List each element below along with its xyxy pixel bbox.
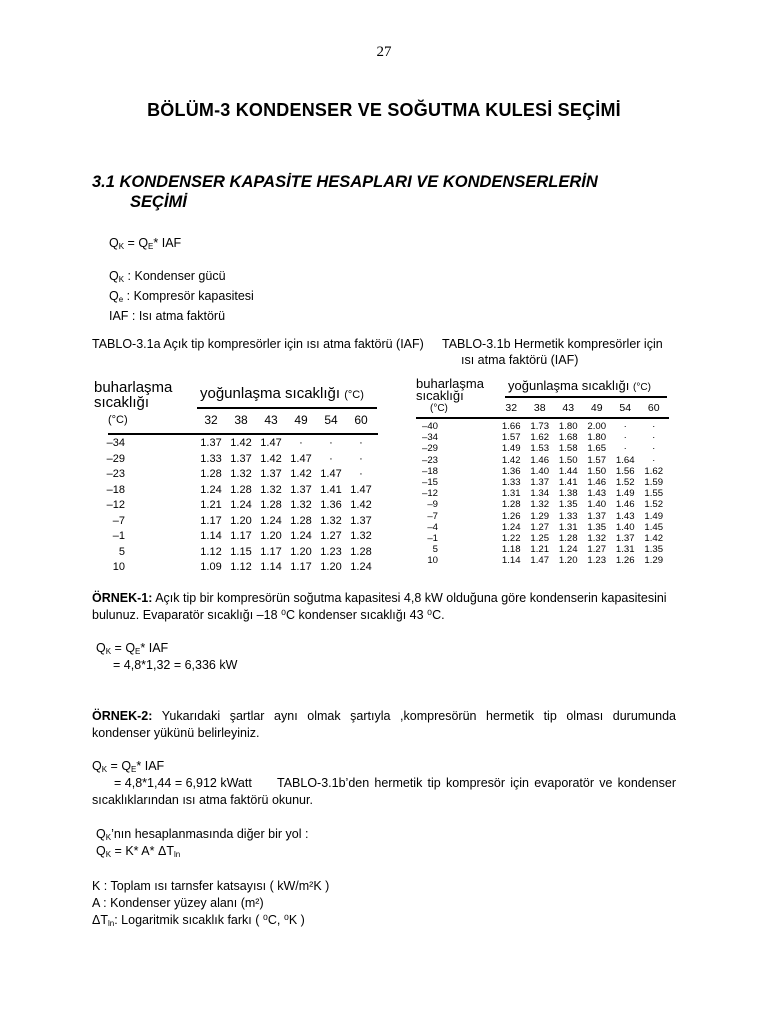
iaf-value-cell: 1.28 <box>290 514 312 527</box>
example-2-label: ÖRNEK-2: <box>92 709 153 723</box>
table-row <box>416 488 676 499</box>
table-b-cond-header <box>508 378 651 393</box>
iaf-value-cell: 1.24 <box>558 544 578 556</box>
iaf-value-cell: 1.24 <box>290 530 312 542</box>
iaf-value-cell: 1.17 <box>230 530 252 542</box>
iaf-value-cell: 1.80 <box>558 421 578 432</box>
formula-eq: = Q <box>111 641 136 655</box>
definition-iaf <box>109 308 254 325</box>
iaf-value-cell: 1.36 <box>501 465 521 477</box>
table-a-evap-header-2: sıcaklığı <box>94 394 150 411</box>
iaf-value-cell: 1.57 <box>501 432 521 444</box>
iaf-value-cell: 1.32 <box>260 483 282 496</box>
table-a-evap-unit: (°C) <box>108 414 128 426</box>
formula-q-sub: K <box>105 647 112 656</box>
evaporation-temp-cell: –15 <box>421 477 438 488</box>
iaf-value-cell: 1.24 <box>501 521 521 533</box>
definition-qe <box>109 288 254 308</box>
table-a-evap-header-1: buharlaşma <box>94 379 173 396</box>
table-b-column-header: 54 <box>619 402 632 414</box>
iaf-value-cell: 1.41 <box>558 477 578 488</box>
iaf-value-cell: 1.17 <box>290 561 312 573</box>
example-2-calc: = 4,8*1,44 = 6,912 kWatt <box>114 776 252 790</box>
iaf-value-cell: 1.36 <box>320 499 342 511</box>
section-heading-line1: 3.1 KONDENSER KAPASİTE HESAPLARI VE KONDENSERLERİN <box>92 173 598 191</box>
iaf-value-cell: 1.43 <box>615 510 635 522</box>
table-a-top-rule <box>108 433 378 435</box>
table-a-column-header: 60 <box>354 413 368 427</box>
table-a-column-header: 32 <box>204 413 218 427</box>
iaf-value-cell: · <box>652 454 656 466</box>
formula-q-sub: K <box>101 765 108 774</box>
iaf-value-cell: 1.40 <box>530 465 550 477</box>
table-b-caption-line1: TABLO-3.1b Hermetik kompresörler için <box>442 337 663 351</box>
iaf-value-cell: 1.17 <box>200 514 222 527</box>
iaf-value-cell: · <box>299 437 303 449</box>
iaf-value-cell: 1.47 <box>320 468 342 480</box>
iaf-value-cell: 1.35 <box>558 499 578 511</box>
iaf-value-cell: 1.27 <box>320 530 342 542</box>
table-row <box>94 484 384 500</box>
iaf-value-cell: 1.31 <box>615 544 635 556</box>
iaf-value-cell: 1.24 <box>350 561 372 573</box>
iaf-value-cell: 1.15 <box>230 545 252 558</box>
iaf-value-cell: 1.25 <box>530 533 550 544</box>
def-symbol-sub: K <box>118 275 125 284</box>
iaf-value-cell: 1.62 <box>530 432 550 444</box>
formula-rest: * IAF <box>140 641 169 655</box>
iaf-value-cell: 1.37 <box>615 533 635 544</box>
formula-qk-lhs-sub: K <box>118 242 125 251</box>
table-row <box>416 466 676 477</box>
iaf-value-cell: 1.47 <box>260 437 282 449</box>
alternative-formula-sub: ln <box>173 850 181 859</box>
iaf-value-cell: 1.62 <box>644 465 664 477</box>
table-a-column-header: 38 <box>234 413 248 427</box>
table-row <box>94 530 384 546</box>
iaf-value-cell: 1.40 <box>615 521 635 533</box>
formula-qk-eq-sub: E <box>148 242 154 251</box>
iaf-value-cell: 1.49 <box>615 488 635 500</box>
iaf-value-cell: 1.59 <box>644 477 664 488</box>
table-b-evap-header-1: buharlaşma <box>416 376 484 391</box>
definition-qk <box>109 268 254 288</box>
table-b-column-header: 32 <box>505 402 518 414</box>
table-row <box>94 453 384 469</box>
table-b-header-rule <box>505 396 667 398</box>
iaf-value-cell: 1.38 <box>558 488 578 500</box>
table-b-cond-unit: (°C) <box>633 382 651 393</box>
evaporation-temp-cell: –18 <box>421 465 438 477</box>
iaf-value-cell: 1.23 <box>320 545 342 558</box>
iaf-value-cell: 1.55 <box>644 488 664 500</box>
iaf-value-cell: 1.50 <box>587 465 607 477</box>
formula-q: Q <box>96 641 106 655</box>
table-row <box>94 437 384 453</box>
alternative-intro-text: ’nın hesaplanmasında diğer bir yol : <box>111 827 309 841</box>
iaf-value-cell: 1.65 <box>587 443 607 455</box>
table-b-top-rule <box>416 417 669 419</box>
iaf-value-cell: · <box>652 443 656 455</box>
evaporation-temp-cell: –40 <box>421 421 438 432</box>
iaf-value-cell: 1.44 <box>558 465 578 477</box>
formula-eq-sub: E <box>135 647 141 656</box>
evaporation-temp-cell: –34 <box>421 432 438 444</box>
section-heading-line2: SEÇİMİ <box>130 193 187 211</box>
table-b-evap-header-2: sıcaklığı <box>416 388 464 403</box>
delta-t-symbol: ΔT <box>92 913 108 927</box>
table-row <box>416 443 676 454</box>
def-symbol: IAF <box>109 309 129 323</box>
iaf-value-cell: 1.18 <box>501 544 521 556</box>
iaf-value-cell: 1.14 <box>200 530 222 542</box>
iaf-value-cell: 1.42 <box>501 454 521 466</box>
table-a-cond-header <box>200 385 364 402</box>
table-row <box>416 477 676 488</box>
page-number: 27 <box>376 44 392 60</box>
iaf-value-cell: 1.09 <box>200 561 222 573</box>
iaf-value-cell: 1.33 <box>558 510 578 522</box>
table-b-caption-line2: ısı atma faktörü (IAF) <box>461 353 579 367</box>
iaf-value-cell: 1.73 <box>530 421 550 432</box>
iaf-value-cell: 1.21 <box>530 544 550 556</box>
iaf-value-cell: 1.32 <box>530 499 550 511</box>
iaf-value-cell: 1.26 <box>615 555 635 567</box>
iaf-value-cell: 1.41 <box>320 483 342 496</box>
formula-q: Q <box>92 759 102 773</box>
evaporation-temp-cell: –1 <box>112 530 125 542</box>
formula-eq-sub: E <box>131 765 137 774</box>
table-row <box>416 544 676 555</box>
iaf-value-cell: 1.35 <box>644 544 664 556</box>
table-a-column-header: 54 <box>324 413 338 427</box>
evaporation-temp-cell: –34 <box>106 437 125 449</box>
iaf-value-cell: 1.40 <box>587 499 607 511</box>
iaf-value-cell: 1.37 <box>200 437 222 449</box>
iaf-value-cell: 1.37 <box>230 452 252 465</box>
iaf-value-cell: 1.42 <box>290 468 312 480</box>
qk-symbol-sub: K <box>105 833 112 842</box>
evaporation-temp-cell: –12 <box>106 499 125 511</box>
iaf-value-cell: 1.42 <box>644 533 664 544</box>
iaf-value-cell: 1.24 <box>230 499 252 511</box>
iaf-value-cell: 1.37 <box>350 514 372 527</box>
iaf-value-cell: 1.43 <box>587 488 607 500</box>
iaf-value-cell: 1.50 <box>558 454 578 466</box>
evaporation-temp-cell: –29 <box>106 452 125 465</box>
iaf-value-cell: 1.28 <box>558 533 578 544</box>
iaf-value-cell: 1.47 <box>290 452 312 465</box>
example-1-text-line1: Açık tip bir kompresörün soğutma kapasitesi 4,8 kW olduğuna göre kondenserin kapasitesini <box>152 591 667 605</box>
evaporation-temp-cell: –1 <box>427 533 438 544</box>
iaf-value-cell: · <box>359 437 363 449</box>
table-b-cond-header-text: yoğunlaşma sıcaklığı <box>508 378 630 393</box>
table-b-column-header: 49 <box>590 402 603 414</box>
formula-qk <box>109 235 181 255</box>
table-a-caption: TABLO-3.1a Açık tip kompresörler için ısı atma faktörü (IAF) <box>92 337 424 351</box>
iaf-value-cell: 1.20 <box>260 530 282 542</box>
iaf-value-cell: 1.14 <box>260 561 282 573</box>
iaf-value-cell: 1.31 <box>558 521 578 533</box>
iaf-value-cell: · <box>623 443 627 455</box>
evaporation-temp-cell: –12 <box>421 488 438 500</box>
formula-eq: = Q <box>107 759 132 773</box>
example-2-note-line1: TABLO-3.1b’den hermetik tip kompresör için evaporatör ve kondenser <box>277 776 676 790</box>
evaporation-temp-cell: –29 <box>421 443 438 455</box>
iaf-value-cell: 1.57 <box>587 454 607 466</box>
iaf-value-cell: 1.27 <box>530 521 550 533</box>
iaf-value-cell: 1.26 <box>501 510 521 522</box>
table-row <box>416 555 676 566</box>
iaf-value-cell: 1.32 <box>587 533 607 544</box>
iaf-value-cell: 1.28 <box>260 499 282 511</box>
table-b-evap-unit: (°C) <box>430 403 448 414</box>
evaporation-temp-cell: –7 <box>112 514 125 527</box>
def-text: : Kompresör kapasitesi <box>123 289 254 303</box>
iaf-value-cell: 1.66 <box>501 421 521 432</box>
table-row <box>416 455 676 466</box>
evaporation-temp-cell: –18 <box>106 483 125 496</box>
qk-symbol: Q <box>96 844 106 858</box>
section-heading <box>92 172 598 212</box>
iaf-value-cell: · <box>652 432 656 444</box>
iaf-value-cell: 1.35 <box>587 521 607 533</box>
formula-qk-rest: * IAF <box>153 236 182 250</box>
iaf-value-cell: 1.47 <box>530 555 550 567</box>
iaf-value-cell: 1.53 <box>530 443 550 455</box>
iaf-value-cell: · <box>623 432 627 444</box>
table-a <box>94 376 384 576</box>
evaporation-temp-cell: 5 <box>118 545 125 558</box>
chapter-title: BÖLÜM-3 KONDENSER VE SOĞUTMA KULESİ SEÇİMİ <box>147 100 621 120</box>
example-2-note-line2: sıcaklıklarından ısı atma faktörü okunur. <box>92 793 313 807</box>
iaf-value-cell: 1.14 <box>501 555 521 567</box>
table-a-column-header: 43 <box>264 413 278 427</box>
iaf-value-cell: 1.12 <box>200 545 222 558</box>
iaf-value-cell: 1.42 <box>230 437 252 449</box>
iaf-value-cell: 1.32 <box>290 499 312 511</box>
delta-t-sub: ln <box>108 919 115 928</box>
table-row <box>416 421 676 432</box>
formula-qk-eq: = Q <box>124 236 149 250</box>
iaf-value-cell: 1.52 <box>615 477 635 488</box>
iaf-value-cell: 1.20 <box>320 561 342 573</box>
iaf-value-cell: · <box>652 421 656 432</box>
table-b <box>416 376 676 576</box>
iaf-value-cell: 1.37 <box>260 468 282 480</box>
table-row <box>94 515 384 531</box>
iaf-value-cell: 1.29 <box>530 510 550 522</box>
alternative-formula-rhs: = K* A* ΔT <box>111 844 174 858</box>
iaf-value-cell: 1.28 <box>230 483 252 496</box>
table-row <box>94 561 384 577</box>
evaporation-temp-cell: –7 <box>427 510 438 522</box>
iaf-value-cell: 1.49 <box>501 443 521 455</box>
table-b-column-header: 38 <box>533 402 546 414</box>
iaf-value-cell: · <box>329 452 333 465</box>
alternative-formula <box>96 843 180 863</box>
iaf-value-cell: 1.32 <box>320 514 342 527</box>
iaf-value-cell: 1.56 <box>615 465 635 477</box>
qk-symbol: Q <box>96 827 106 841</box>
iaf-value-cell: · <box>623 421 627 432</box>
iaf-value-cell: 1.34 <box>530 488 550 500</box>
iaf-value-cell: 1.46 <box>587 477 607 488</box>
iaf-value-cell: 1.33 <box>200 452 222 465</box>
iaf-value-cell: 1.46 <box>615 499 635 511</box>
table-a-cond-unit: (°C) <box>344 389 364 401</box>
table-row <box>416 511 676 522</box>
evaporation-temp-cell: 10 <box>427 555 438 567</box>
iaf-value-cell: 1.12 <box>230 561 252 573</box>
definition-list <box>109 268 254 325</box>
qk-symbol-sub: K <box>105 850 112 859</box>
iaf-value-cell: 1.37 <box>530 477 550 488</box>
example-1-label: ÖRNEK-1: <box>92 591 153 605</box>
evaporation-temp-cell: –4 <box>427 521 438 533</box>
evaporation-temp-cell: –23 <box>421 454 438 466</box>
iaf-value-cell: 1.33 <box>501 477 521 488</box>
delta-t-text: : Logaritmik sıcaklık farkı ( ⁰C, ⁰K ) <box>114 913 305 927</box>
iaf-value-cell: 1.31 <box>501 488 521 500</box>
iaf-value-cell: 1.28 <box>350 545 372 558</box>
iaf-value-cell: 1.17 <box>260 545 282 558</box>
iaf-value-cell: 1.32 <box>230 468 252 480</box>
iaf-value-cell: 1.20 <box>230 514 252 527</box>
evaporation-temp-cell: –9 <box>427 499 438 511</box>
iaf-value-cell: 1.49 <box>644 510 664 522</box>
table-row <box>416 499 676 510</box>
def-symbol: Q <box>109 289 119 303</box>
table-b-column-header: 43 <box>562 402 575 414</box>
iaf-value-cell: 1.58 <box>558 443 578 455</box>
iaf-value-cell: 1.47 <box>350 483 372 496</box>
iaf-value-cell: 1.42 <box>260 452 282 465</box>
evaporation-temp-cell: –23 <box>106 468 125 480</box>
evaporation-temp-cell: 5 <box>432 544 438 556</box>
def-text: : Kondenser gücü <box>124 269 226 283</box>
table-row <box>416 522 676 533</box>
iaf-value-cell: 1.64 <box>615 454 635 466</box>
iaf-value-cell: 1.21 <box>200 499 222 511</box>
definition-k: K : Toplam ısı tarnsfer katsayısı ( kW/m²K ) <box>92 879 330 893</box>
iaf-value-cell: 1.24 <box>260 514 282 527</box>
table-row <box>416 432 676 443</box>
def-symbol-sub: e <box>118 295 124 304</box>
table-a-column-header: 49 <box>294 413 308 427</box>
iaf-value-cell: 1.80 <box>587 432 607 444</box>
example-1-text-line2: bulunuz. Evaparatör sıcaklığı –18 ⁰C kondenser sıcaklığı 43 ⁰C. <box>92 608 445 622</box>
example-1 <box>92 590 676 624</box>
example-2-line1 <box>92 708 676 725</box>
iaf-value-cell: 1.42 <box>350 499 372 511</box>
definitions-2 <box>92 878 329 932</box>
def-symbol: Q <box>109 269 119 283</box>
iaf-value-cell: · <box>359 468 363 480</box>
table-a-cond-header-text: yoğunlaşma sıcaklığı <box>200 385 341 402</box>
definition-delta-t <box>92 912 329 932</box>
iaf-value-cell: 1.22 <box>501 533 521 544</box>
iaf-value-cell: 1.52 <box>644 499 664 511</box>
iaf-value-cell: 1.27 <box>587 544 607 556</box>
evaporation-temp-cell: 10 <box>112 561 125 573</box>
iaf-value-cell: 1.37 <box>587 510 607 522</box>
iaf-value-cell: 2.00 <box>587 421 607 432</box>
iaf-value-cell: · <box>329 437 333 449</box>
iaf-value-cell: 1.24 <box>200 483 222 496</box>
table-row <box>416 533 676 544</box>
example-2-text-line2: kondenser yükünü belirleyiniz. <box>92 726 260 740</box>
table-row <box>94 468 384 484</box>
iaf-value-cell: 1.20 <box>290 545 312 558</box>
iaf-value-cell: 1.46 <box>530 454 550 466</box>
table-row <box>94 499 384 515</box>
iaf-value-cell: 1.29 <box>644 555 664 567</box>
iaf-value-cell: 1.20 <box>558 555 578 567</box>
def-text: : Isı atma faktörü <box>128 309 226 323</box>
iaf-value-cell: 1.23 <box>587 555 607 567</box>
formula-qk-lhs: Q <box>109 236 119 250</box>
table-b-column-header: 60 <box>647 402 660 414</box>
definition-a: A : Kondenser yüzey alanı (m²) <box>92 896 264 910</box>
example-2-text-line1: Yukarıdaki şartlar aynı olmak şartıyla ,kompresörün hermetik tip olması durumunda <box>152 709 676 723</box>
formula-rest: * IAF <box>136 759 165 773</box>
iaf-value-cell: 1.45 <box>644 521 664 533</box>
table-row <box>94 546 384 562</box>
table-a-header-rule <box>197 407 377 409</box>
iaf-value-cell: 1.37 <box>290 483 312 496</box>
iaf-value-cell: · <box>359 452 363 465</box>
iaf-value-cell: 1.32 <box>350 530 372 542</box>
example-1-calc: = 4,8*1,32 = 6,336 kW <box>113 658 238 672</box>
iaf-value-cell: 1.28 <box>501 499 521 511</box>
iaf-value-cell: 1.28 <box>200 468 222 480</box>
iaf-value-cell: 1.68 <box>558 432 578 444</box>
